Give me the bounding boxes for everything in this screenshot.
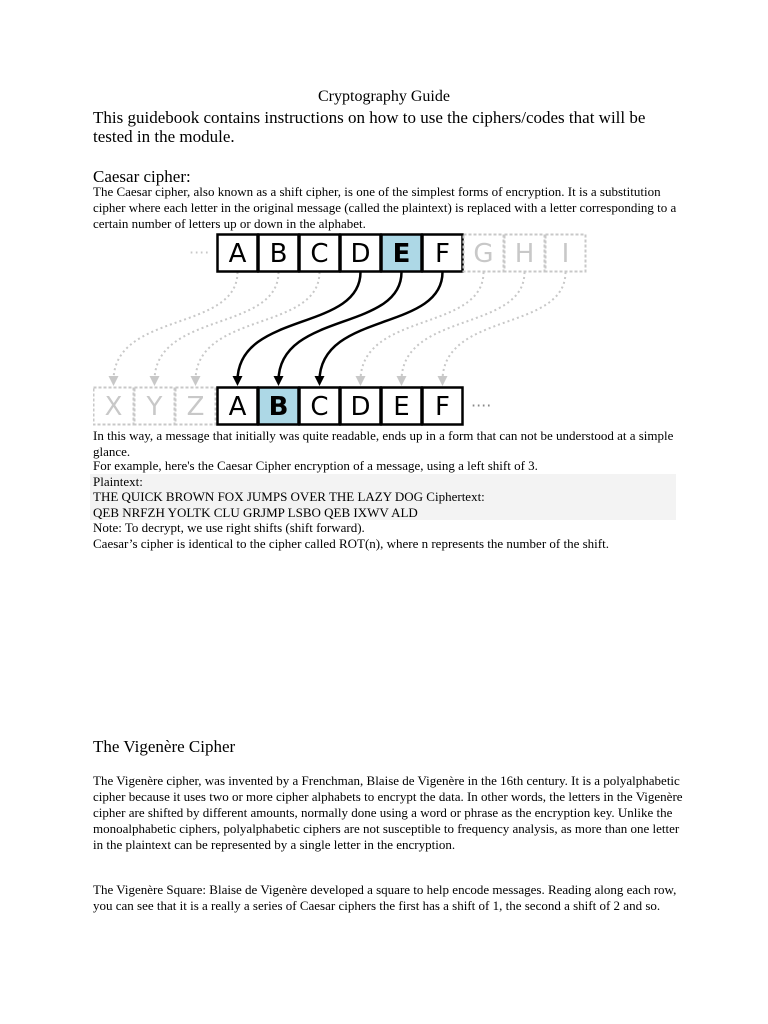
cipher-letter: [218, 388, 258, 425]
faded-plain-letter: [505, 235, 545, 272]
cipher-letter: [382, 388, 422, 425]
svg-text:F: F: [435, 392, 450, 422]
svg-text:H: H: [514, 239, 535, 269]
svg-text:F: F: [435, 239, 450, 269]
shift-arrow: [320, 272, 443, 381]
plain-letter: [300, 235, 340, 272]
svg-text:B: B: [269, 239, 288, 269]
faded-shift-arrow: [443, 272, 566, 381]
svg-text:A: A: [228, 239, 247, 269]
shift-arrow: [238, 272, 361, 381]
faded-shift-arrow: [196, 272, 320, 381]
svg-text:I: I: [561, 239, 570, 269]
faded-cipher-letter: [135, 388, 175, 425]
svg-text:B: B: [268, 392, 289, 422]
plain-letter: [341, 235, 381, 272]
svg-text:E: E: [393, 392, 410, 422]
ellipsis-bottom: ····: [471, 396, 492, 415]
intro-paragraph: This guidebook contains instructions on how to use the ciphers/codes that will be tested in the module.: [93, 108, 646, 146]
plaintext-label: Plaintext:: [93, 474, 143, 489]
faded-shift-arrow: [361, 272, 484, 381]
decrypt-note: Note: To decrypt, we use right shifts (shift forward).: [93, 520, 365, 535]
svg-text:Y: Y: [146, 392, 163, 422]
plain-letter: [259, 235, 299, 272]
vigenere-paragraph: The Vigenère cipher, was invented by a Frenchman, Blaise de Vigenère in the 16th century. It is a polyalphabetic cipher because it uses two or more cipher alphabets to encrypt the data. In other words, the letters in the Vigenère cipher are shifted by different amounts, normally done using a word or phrase as the encryption key. Unlike the monoalphabetic ciphers, polyalphabetic ciphers are not susceptible to frequency analysis, as more than one letter in the plaintext can be represented by a single letter in the encryption.: [93, 773, 683, 852]
svg-text:D: D: [350, 392, 371, 422]
faded-shift-arrow: [114, 272, 238, 381]
cipher-letter: [341, 388, 381, 425]
svg-text:C: C: [310, 239, 329, 269]
vigenere-square-text: Blaise de Vigenère developed a square to help encode messages. Reading along each row, you can see that it is a really a series of Caesar ciphers the first has a shift of 1, the second a shift of 2 and so.: [93, 882, 677, 913]
plain-letter: [423, 235, 463, 272]
vigenere-heading: The Vigenère Cipher: [93, 737, 236, 756]
ciphertext-line: QEB NRFZH YOLTK CLU GRJMP LSBO QEB IXWV ALD: [93, 505, 418, 520]
rot-note: Caesar’s cipher is identical to the cipher called ROT(n), where n represents the number of the shift.: [93, 536, 609, 551]
cipher-letter: [300, 388, 340, 425]
svg-text:A: A: [228, 392, 247, 422]
vigenere-square-label: The Vigenère Square:: [93, 882, 207, 897]
plain-letter: [381, 234, 422, 272]
svg-text:G: G: [473, 239, 494, 269]
shift-arrow: [279, 272, 402, 381]
caesar-paragraph-1: The Caesar cipher, also known as a shift cipher, is one of the simplest forms of encryption. It is a substitution cipher where each letter in the original message (called the plaintext) is replaced with a letter corresponding to a certain number of letters up or down in the alphabet.: [93, 184, 677, 231]
faded-plain-letter: [464, 235, 504, 272]
document-title: Cryptography Guide: [318, 88, 450, 105]
svg-text:C: C: [310, 392, 329, 422]
faded-cipher-letter: [94, 388, 134, 425]
cipher-letter: [258, 387, 299, 425]
svg-text:Z: Z: [186, 392, 205, 422]
caesar-paragraph-2: In this way, a message that initially was quite readable, ends up in a form that can not be understood at a simple glance.: [93, 428, 674, 459]
cipher-letter: [423, 388, 463, 425]
caesar-shift-diagram: [93, 231, 593, 429]
plain-letter: [218, 235, 258, 272]
cipher-alphabet-row: [94, 387, 492, 425]
svg-text:E: E: [392, 239, 411, 269]
faded-shift-arrow: [155, 272, 279, 381]
svg-text:X: X: [104, 392, 123, 422]
svg-text:D: D: [350, 239, 371, 269]
faded-shift-arrow: [402, 272, 525, 381]
plain-alphabet-row: [189, 234, 586, 272]
faded-cipher-letter: [176, 388, 216, 425]
ellipsis-top: ····: [189, 243, 210, 262]
shift-arrows: [114, 272, 566, 381]
example-intro: For example, here's the Caesar Cipher encryption of a message, using a left shift of 3.: [93, 458, 538, 473]
vigenere-square-paragraph: [93, 882, 683, 914]
caesar-heading: Caesar cipher:: [93, 167, 191, 186]
plaintext-line: THE QUICK BROWN FOX JUMPS OVER THE LAZY DOG Ciphertext:: [93, 489, 485, 504]
faded-plain-letter: [546, 235, 586, 272]
